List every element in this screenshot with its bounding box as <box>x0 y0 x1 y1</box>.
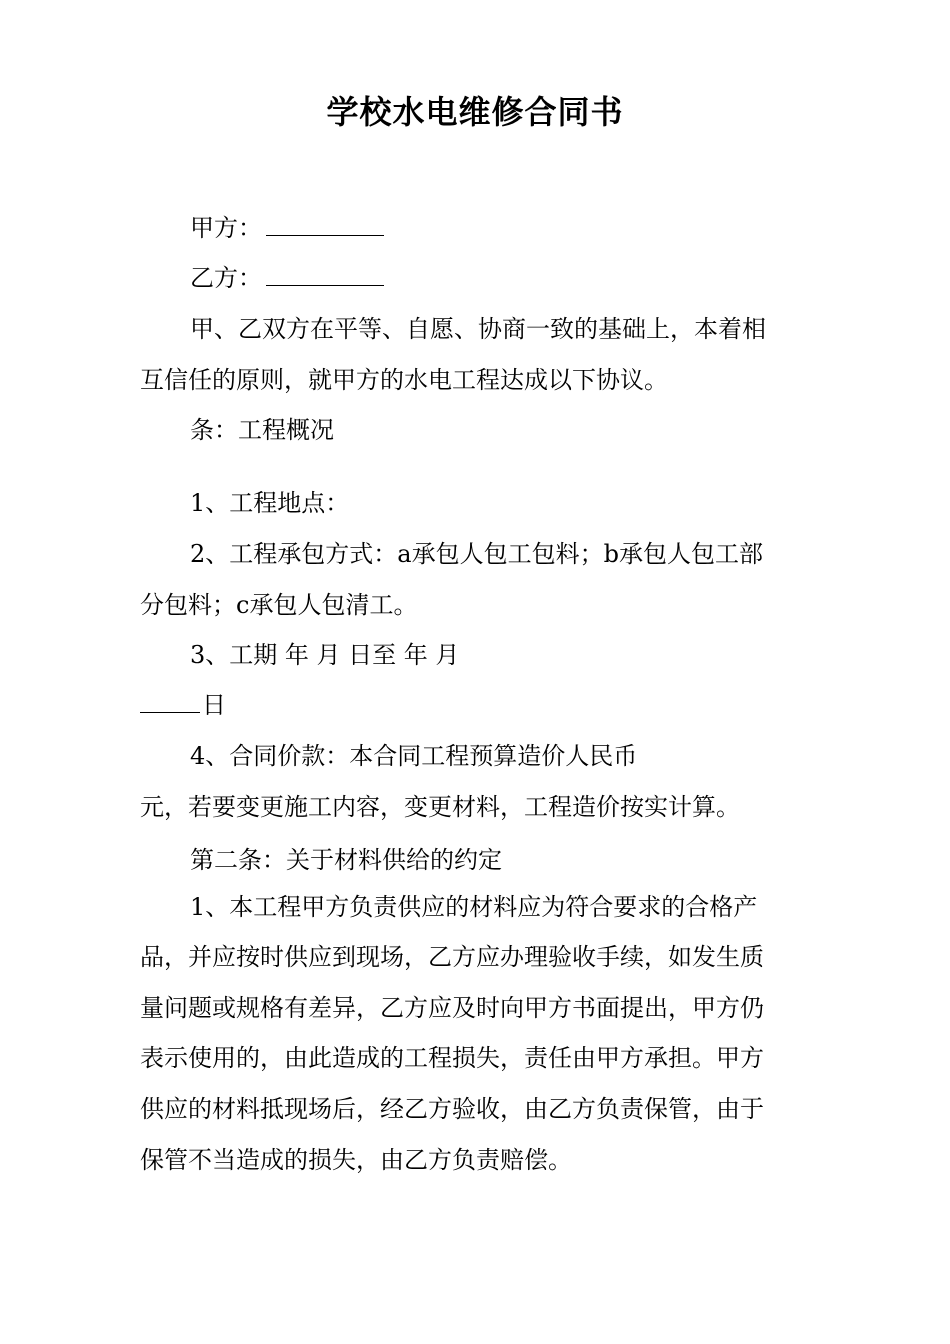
party-a-label: 甲方： <box>190 214 262 242</box>
article2-item1-line-1: 1、本工程甲方负责供应的材料应为符合要求的合格产 <box>190 893 758 921</box>
article1-heading: 条：工程概况 <box>190 416 334 444</box>
document-title: 学校水电维修合同书 <box>326 93 624 131</box>
article2-item1-line-2: 品，并应按时供应到现场，乙方应办理验收手续，如发生质 <box>140 943 764 971</box>
article1-item1: 1、工程地点： <box>190 489 350 517</box>
party-b-line <box>190 261 830 295</box>
article2-item1-line-3: 量问题或规格有差异，乙方应及时向甲方书面提出，甲方仍 <box>140 994 764 1022</box>
day-blank <box>140 688 200 713</box>
article2-item1-line-4: 表示使用的，由此造成的工程损失，责任由甲方承担。甲方 <box>140 1044 764 1072</box>
party-a-blank <box>266 211 384 236</box>
article1-item3-tail: 日 <box>202 691 226 719</box>
article1-item4-line-2: 元，若要变更施工内容，变更材料，工程造价按实计算。 <box>140 793 740 821</box>
article1-item3: 3、工期 年 月 日至 年 月 <box>190 641 460 669</box>
intro-line-2: 互信任的原则，就甲方的水电工程达成以下协议。 <box>140 366 668 394</box>
article1-item2-line-1: 2、工程承包方式：a承包人包工包料；b承包人包工部 <box>190 540 763 568</box>
article2-heading: 第二条：关于材料供给的约定 <box>190 846 502 874</box>
party-b-blank <box>266 261 384 286</box>
article1-item3-tail-line <box>140 688 830 722</box>
party-b-label: 乙方： <box>190 264 262 292</box>
article1-item2-line-2: 分包料；c承包人包清工。 <box>140 591 418 619</box>
article2-item1-line-6: 保管不当造成的损失，由乙方负责赔偿。 <box>140 1146 572 1174</box>
party-a-line <box>190 211 830 245</box>
article2-item1-line-5: 供应的材料抵现场后，经乙方验收，由乙方负责保管，由于 <box>140 1095 764 1123</box>
article1-item4-line-1: 4、合同价款：本合同工程预算造价人民币 <box>190 742 638 770</box>
intro-line-1: 甲、乙双方在平等、自愿、协商一致的基础上，本着相 <box>190 315 766 343</box>
